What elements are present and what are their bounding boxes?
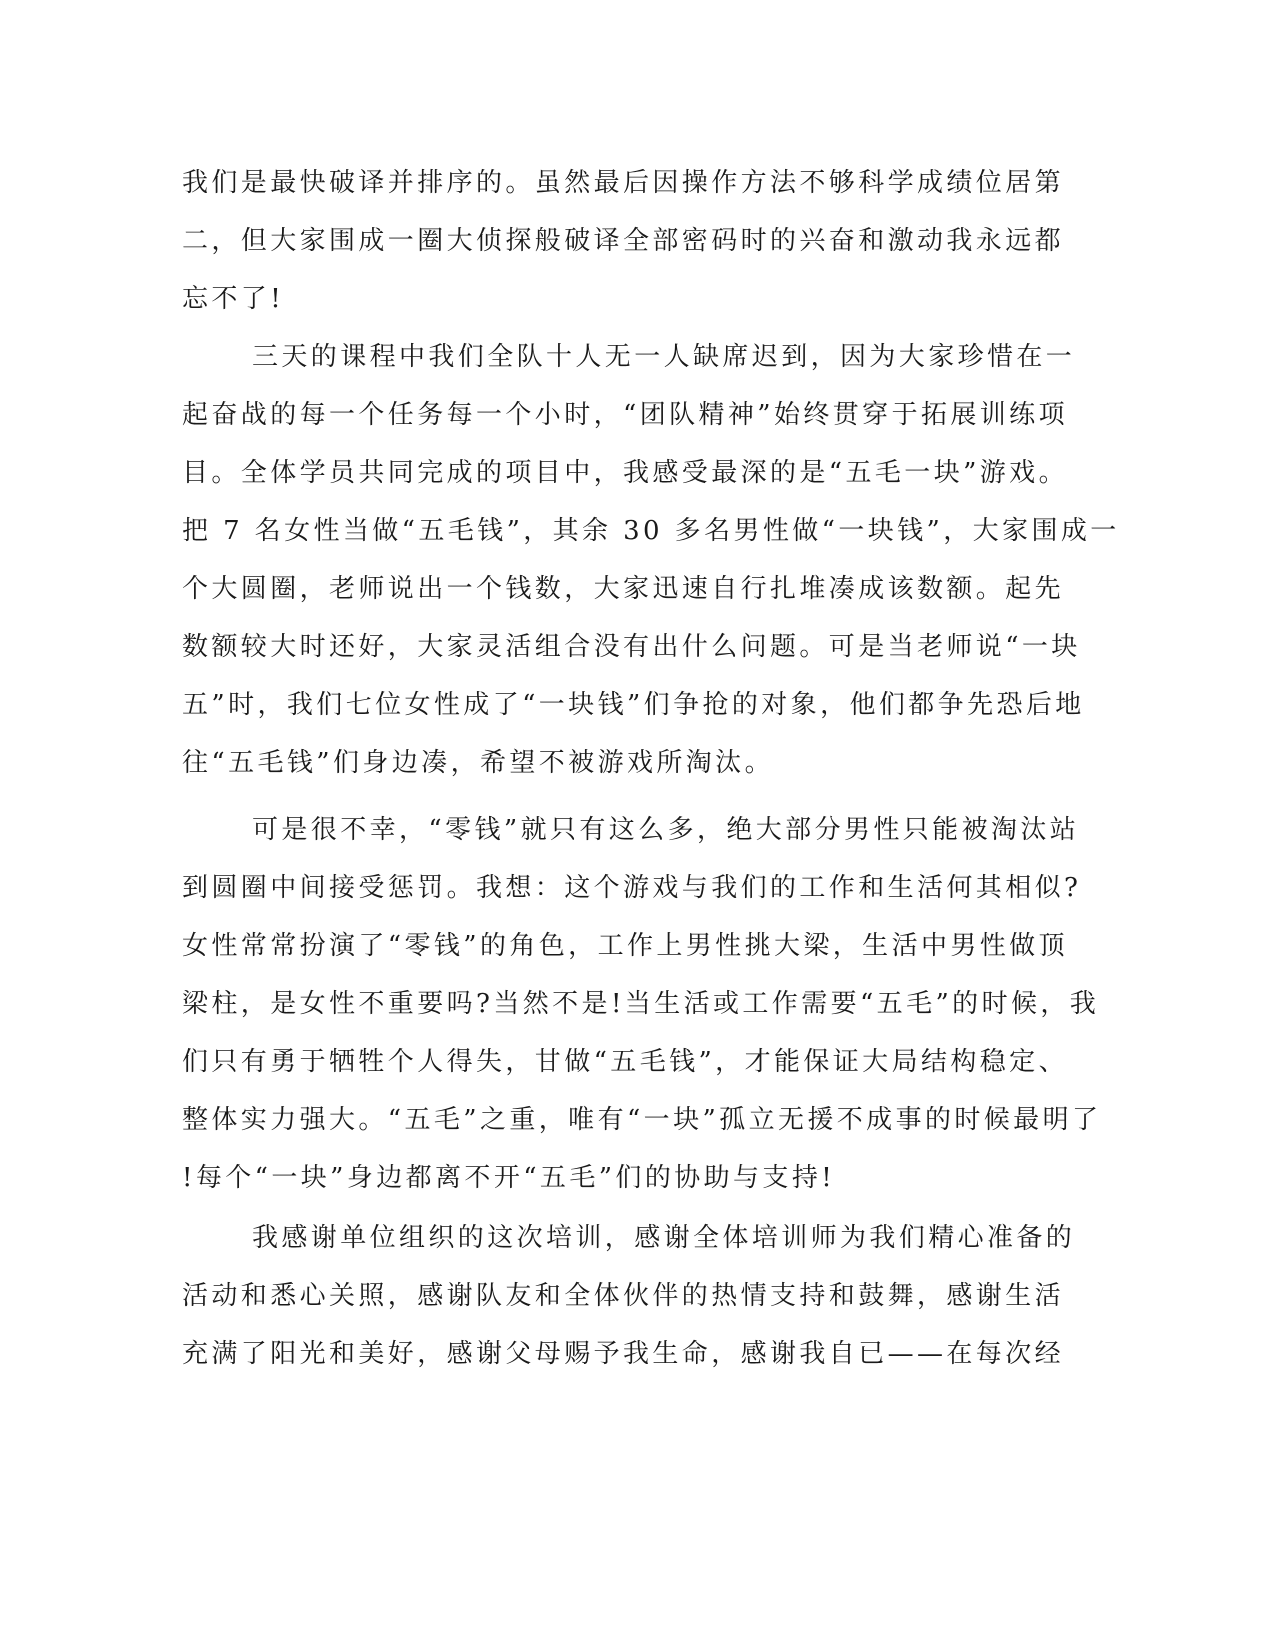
paragraph-first-line: 三天的课程中我们全队十人无一人缺席迟到，因为大家珍惜在一 bbox=[252, 342, 1076, 372]
text-line: 起奋战的每一个任务每一个小时，“团队精神”始终贯穿于拓展训练项 bbox=[182, 400, 1068, 430]
text-line: 女性常常扮演了“零钱”的角色，工作上男性挑大梁，生活中男性做顶 bbox=[182, 931, 1068, 961]
text-line: 把 7 名女性当做“五毛钱”，其余 30 多名男性做“一块钱”，大家围成一 bbox=[182, 516, 1120, 546]
text-line: 往“五毛钱”们身边凑，希望不被游戏所淘汰。 bbox=[182, 748, 774, 778]
text-line: 充满了阳光和美好，感谢父母赐予我生命，感谢我自已——在每次经 bbox=[182, 1339, 1065, 1369]
text-line: 二，但大家围成一圈大侦探般破译全部密码时的兴奋和激动我永远都 bbox=[182, 226, 1065, 256]
text-line: 整体实力强大。“五毛”之重，唯有“一块”孤立无援不成事的时候最明了 bbox=[182, 1105, 1102, 1135]
text-line: 忘不了! bbox=[182, 284, 285, 314]
text-line: 到圆圈中间接受惩罚。我想：这个游戏与我们的工作和生活何其相似? bbox=[182, 873, 1082, 903]
text-line: 目。全体学员共同完成的项目中，我感受最深的是“五毛一块”游戏。 bbox=[182, 458, 1068, 488]
text-line: 梁柱，是女性不重要吗?当然不是!当生活或工作需要“五毛”的时候，我 bbox=[182, 989, 1100, 1019]
text-line: 五”时，我们七位女性成了“一块钱”们争抢的对象，他们都争先恐后地 bbox=[182, 690, 1085, 720]
text-line: 我们是最快破译并排序的。虽然最后因操作方法不够科学成绩位居第 bbox=[182, 168, 1065, 198]
paragraph-first-line: 我感谢单位组织的这次培训，感谢全体培训师为我们精心准备的 bbox=[252, 1223, 1076, 1253]
text-line: 活动和悉心关照，感谢队友和全体伙伴的热情支持和鼓舞，感谢生活 bbox=[182, 1281, 1065, 1311]
text-line: !每个“一块”身边都离不开“五毛”们的协助与支持! bbox=[182, 1163, 836, 1193]
text-line: 们只有勇于牺牲个人得失，甘做“五毛钱”，才能保证大局结构稳定、 bbox=[182, 1047, 1068, 1077]
paragraph-first-line: 可是很不幸，“零钱”就只有这么多，绝大部分男性只能被淘汰站 bbox=[252, 815, 1080, 845]
text-line: 数额较大时还好，大家灵活组合没有出什么问题。可是当老师说“一块 bbox=[182, 632, 1081, 662]
text-line: 个大圆圈，老师说出一个钱数，大家迅速自行扎堆凑成该数额。起先 bbox=[182, 574, 1065, 604]
